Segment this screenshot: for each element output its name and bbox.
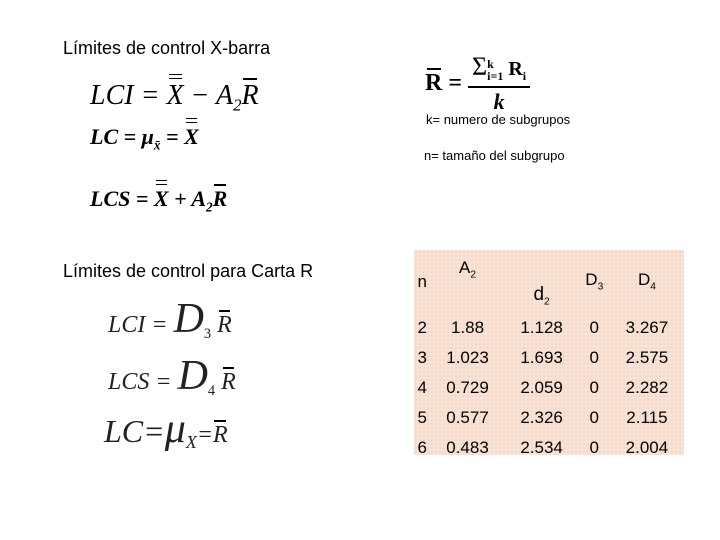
fraction-denominator: k [493, 89, 505, 114]
header-d2: $d_2$ [533, 283, 550, 307]
table-row: 6 0.483 2.534 0 2.004 [417, 438, 669, 457]
sigma-symbol: Σ [472, 52, 488, 81]
lci-label: LCI [90, 80, 134, 111]
plus-sign: + [174, 186, 187, 211]
a-constant: A [191, 186, 207, 211]
a-subscript: 2 [206, 199, 213, 215]
r-bar: R [217, 312, 232, 338]
xbar-section-title: Límites de control X-barra [63, 38, 271, 58]
r-i-subscript: i [522, 69, 527, 83]
sum-lower-limit: i=1 [487, 69, 504, 84]
header-d4: $D_4$ [637, 270, 656, 293]
d-constant: D [173, 296, 204, 342]
table-header-row [414, 250, 684, 313]
lcs-label: LCS [108, 369, 150, 395]
note-n: n= tamaño del subgrupo [424, 148, 565, 163]
equals-sign: = [135, 186, 149, 211]
mu-symbol: μ [164, 406, 186, 452]
constants-table-panel [414, 250, 684, 455]
r-lcs-equation [108, 352, 236, 400]
xbar-lc-equation [90, 124, 199, 153]
equals-sign: = [123, 124, 137, 149]
r-bar-symbol: R [425, 70, 443, 96]
lci-label: LCI [108, 312, 146, 338]
rbar-formula [425, 52, 530, 115]
r-section-title: Límites de control para Carta R [63, 261, 314, 281]
fraction-numerator [468, 52, 530, 88]
table-row: 3 1.023 1.693 0 2.575 [417, 348, 669, 367]
r-lc-equation [104, 405, 228, 453]
minus-sign: − [190, 80, 210, 111]
header-d3: $D_3$ [585, 270, 604, 293]
r-bar: R [221, 369, 236, 395]
r-i-symbol: R [508, 58, 523, 80]
d-subscript: 3 [203, 325, 212, 342]
x-double-bar: X [166, 80, 184, 111]
r-bar: R [213, 422, 228, 448]
table-row: 2 1.88 1.128 0 3.267 [417, 318, 669, 337]
table-row: 4 0.729 2.059 0 2.282 [417, 378, 669, 397]
note-k: k= numero de subgrupos [426, 112, 571, 127]
a-subscript: 2 [233, 95, 242, 115]
xbar-lci-equation [90, 80, 259, 116]
constants-table [414, 250, 684, 463]
lc-label: LC [90, 124, 119, 149]
table-row: 5 0.577 2.326 0 2.115 [417, 408, 668, 427]
equals-sign: = [143, 413, 165, 449]
r-lci-equation [108, 295, 232, 343]
lc-label: LC [104, 413, 144, 449]
sum-upper-limit: k [487, 57, 494, 72]
equals-sign: = [155, 369, 172, 395]
mu-subscript: x̄ [153, 137, 161, 153]
lcs-label: LCS [90, 186, 131, 211]
equals-sign: = [140, 80, 160, 111]
d-subscript: 4 [207, 382, 216, 399]
xbar-lcs-equation [90, 186, 227, 215]
equals-sign: = [166, 124, 179, 149]
mu-subscript: X [185, 431, 197, 452]
x-double-bar: X [153, 186, 169, 211]
equals-sign: = [196, 422, 214, 448]
r-bar: R [241, 80, 259, 111]
mu-symbol: μ [141, 124, 154, 149]
header-a2: $A_2$ [459, 258, 477, 281]
header-n: n [417, 271, 427, 291]
equals-sign: = [448, 70, 463, 96]
x-double-bar: X [184, 124, 199, 149]
a-constant: A [216, 80, 234, 111]
r-bar: R [212, 186, 228, 211]
equals-sign: = [151, 312, 168, 338]
rbar-fraction [468, 52, 530, 115]
d-constant: D [177, 353, 208, 399]
